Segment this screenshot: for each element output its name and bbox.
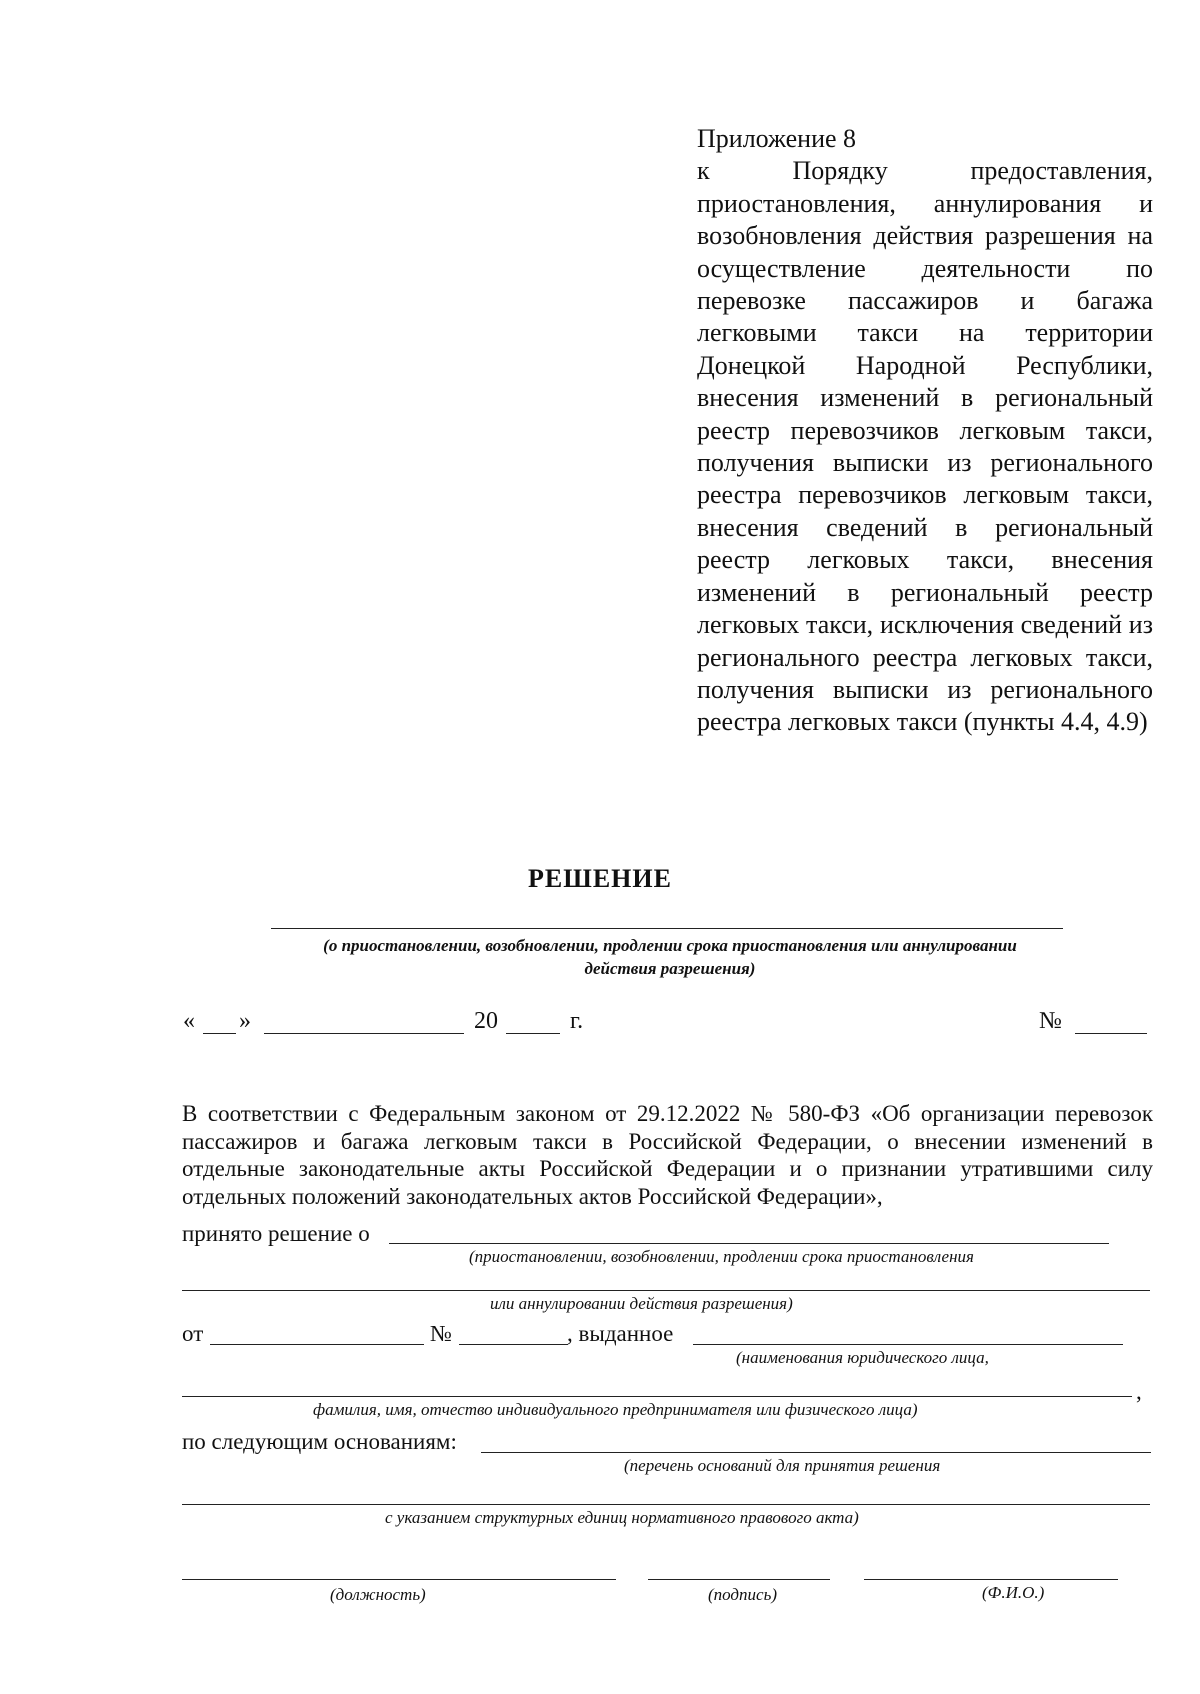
subtitle-underline <box>271 928 1063 929</box>
grounds-caption-1: (перечень оснований для принятия решения <box>624 1456 941 1475</box>
body-paragraph-text: В соответствии с Федеральным законом от 29.12.2022 № 580-ФЗ «Об организации перевозок пассажиров и багажа легковым такси в Российской Федерации, о внесении изменений в отдельные законодательные акты Российской Федерации и о признании утратившими силу отдельных положений законодательных актов Российской Федерации», <box>182 1101 1153 1209</box>
issued-label: , выданное <box>567 1321 674 1346</box>
year-suffix: г. <box>570 1008 584 1034</box>
decision-label: принято решение о <box>182 1221 370 1246</box>
entity-caption-2: фамилия, имя, отчество индивидуального предпринимателя или физического лица) <box>313 1400 918 1419</box>
subtitle-caption: (о приостановлении, возобновлении, продлении срока приостановления или аннулировании действия разрешения) <box>323 936 1017 978</box>
appendix-header <box>697 123 1153 739</box>
entity-caption-1: (наименования юридического лица, <box>736 1348 989 1367</box>
permit-number-blank <box>459 1344 568 1345</box>
year-blank <box>506 1033 560 1034</box>
position-caption: (должность) <box>330 1585 426 1604</box>
decision-blank <box>389 1243 1109 1244</box>
issued-to-blank <box>693 1344 1123 1345</box>
number-blank <box>1075 1033 1147 1034</box>
entity-comma: , <box>1136 1379 1142 1404</box>
document-title: РЕШЕНИЕ <box>528 864 672 893</box>
grounds-caption-2: с указанием структурных единиц нормативного правового акта) <box>385 1508 859 1527</box>
grounds-blank <box>481 1452 1151 1453</box>
date-open-quote: « <box>183 1008 195 1034</box>
day-blank <box>203 1033 236 1034</box>
month-blank <box>264 1033 464 1034</box>
appendix-title: Приложение 8 <box>697 124 857 153</box>
number-label: № <box>1039 1008 1062 1034</box>
permit-number-label: № <box>430 1321 452 1346</box>
signature-caption: (подпись) <box>708 1585 777 1604</box>
body-paragraph <box>182 1100 1153 1210</box>
year-prefix: 20 <box>474 1008 498 1034</box>
decision-blank-2 <box>182 1290 1150 1291</box>
appendix-text: к Порядку предоставления, приостановления, аннулирования и возобновления действия разрешения на осуществление деятельности по перевозке пассажиров и багажа легковыми такси на территории Донецкой Народной Республики, внесения изменений в региональный реестр перевозчиков легковым такси, получения выписки из регионального реестра перевозчиков легковым такси, внесения сведений в региональный реестр легковых такси, внесения изменений в региональный реестр легковых такси, исключения сведений из регионального реестра легковых такси, получения выписки из регионального реестра легковых такси (пункты 4.4, 4.9) <box>697 156 1153 737</box>
decision-caption-1: (приостановлении, возобновлении, продлении срока приостановления <box>469 1247 974 1266</box>
name-caption: (Ф.И.О.) <box>982 1583 1045 1602</box>
signature-blank <box>648 1579 830 1580</box>
entity-blank-2 <box>182 1396 1132 1397</box>
date-issued-blank <box>210 1344 424 1345</box>
grounds-label: по следующим основаниям: <box>182 1429 457 1454</box>
grounds-blank-2 <box>182 1504 1150 1505</box>
decision-caption-2: или аннулировании действия разрешения) <box>490 1294 793 1313</box>
position-blank <box>182 1579 616 1580</box>
date-close-quote: » <box>239 1008 251 1034</box>
name-blank <box>864 1579 1118 1580</box>
from-label: от <box>182 1321 204 1346</box>
